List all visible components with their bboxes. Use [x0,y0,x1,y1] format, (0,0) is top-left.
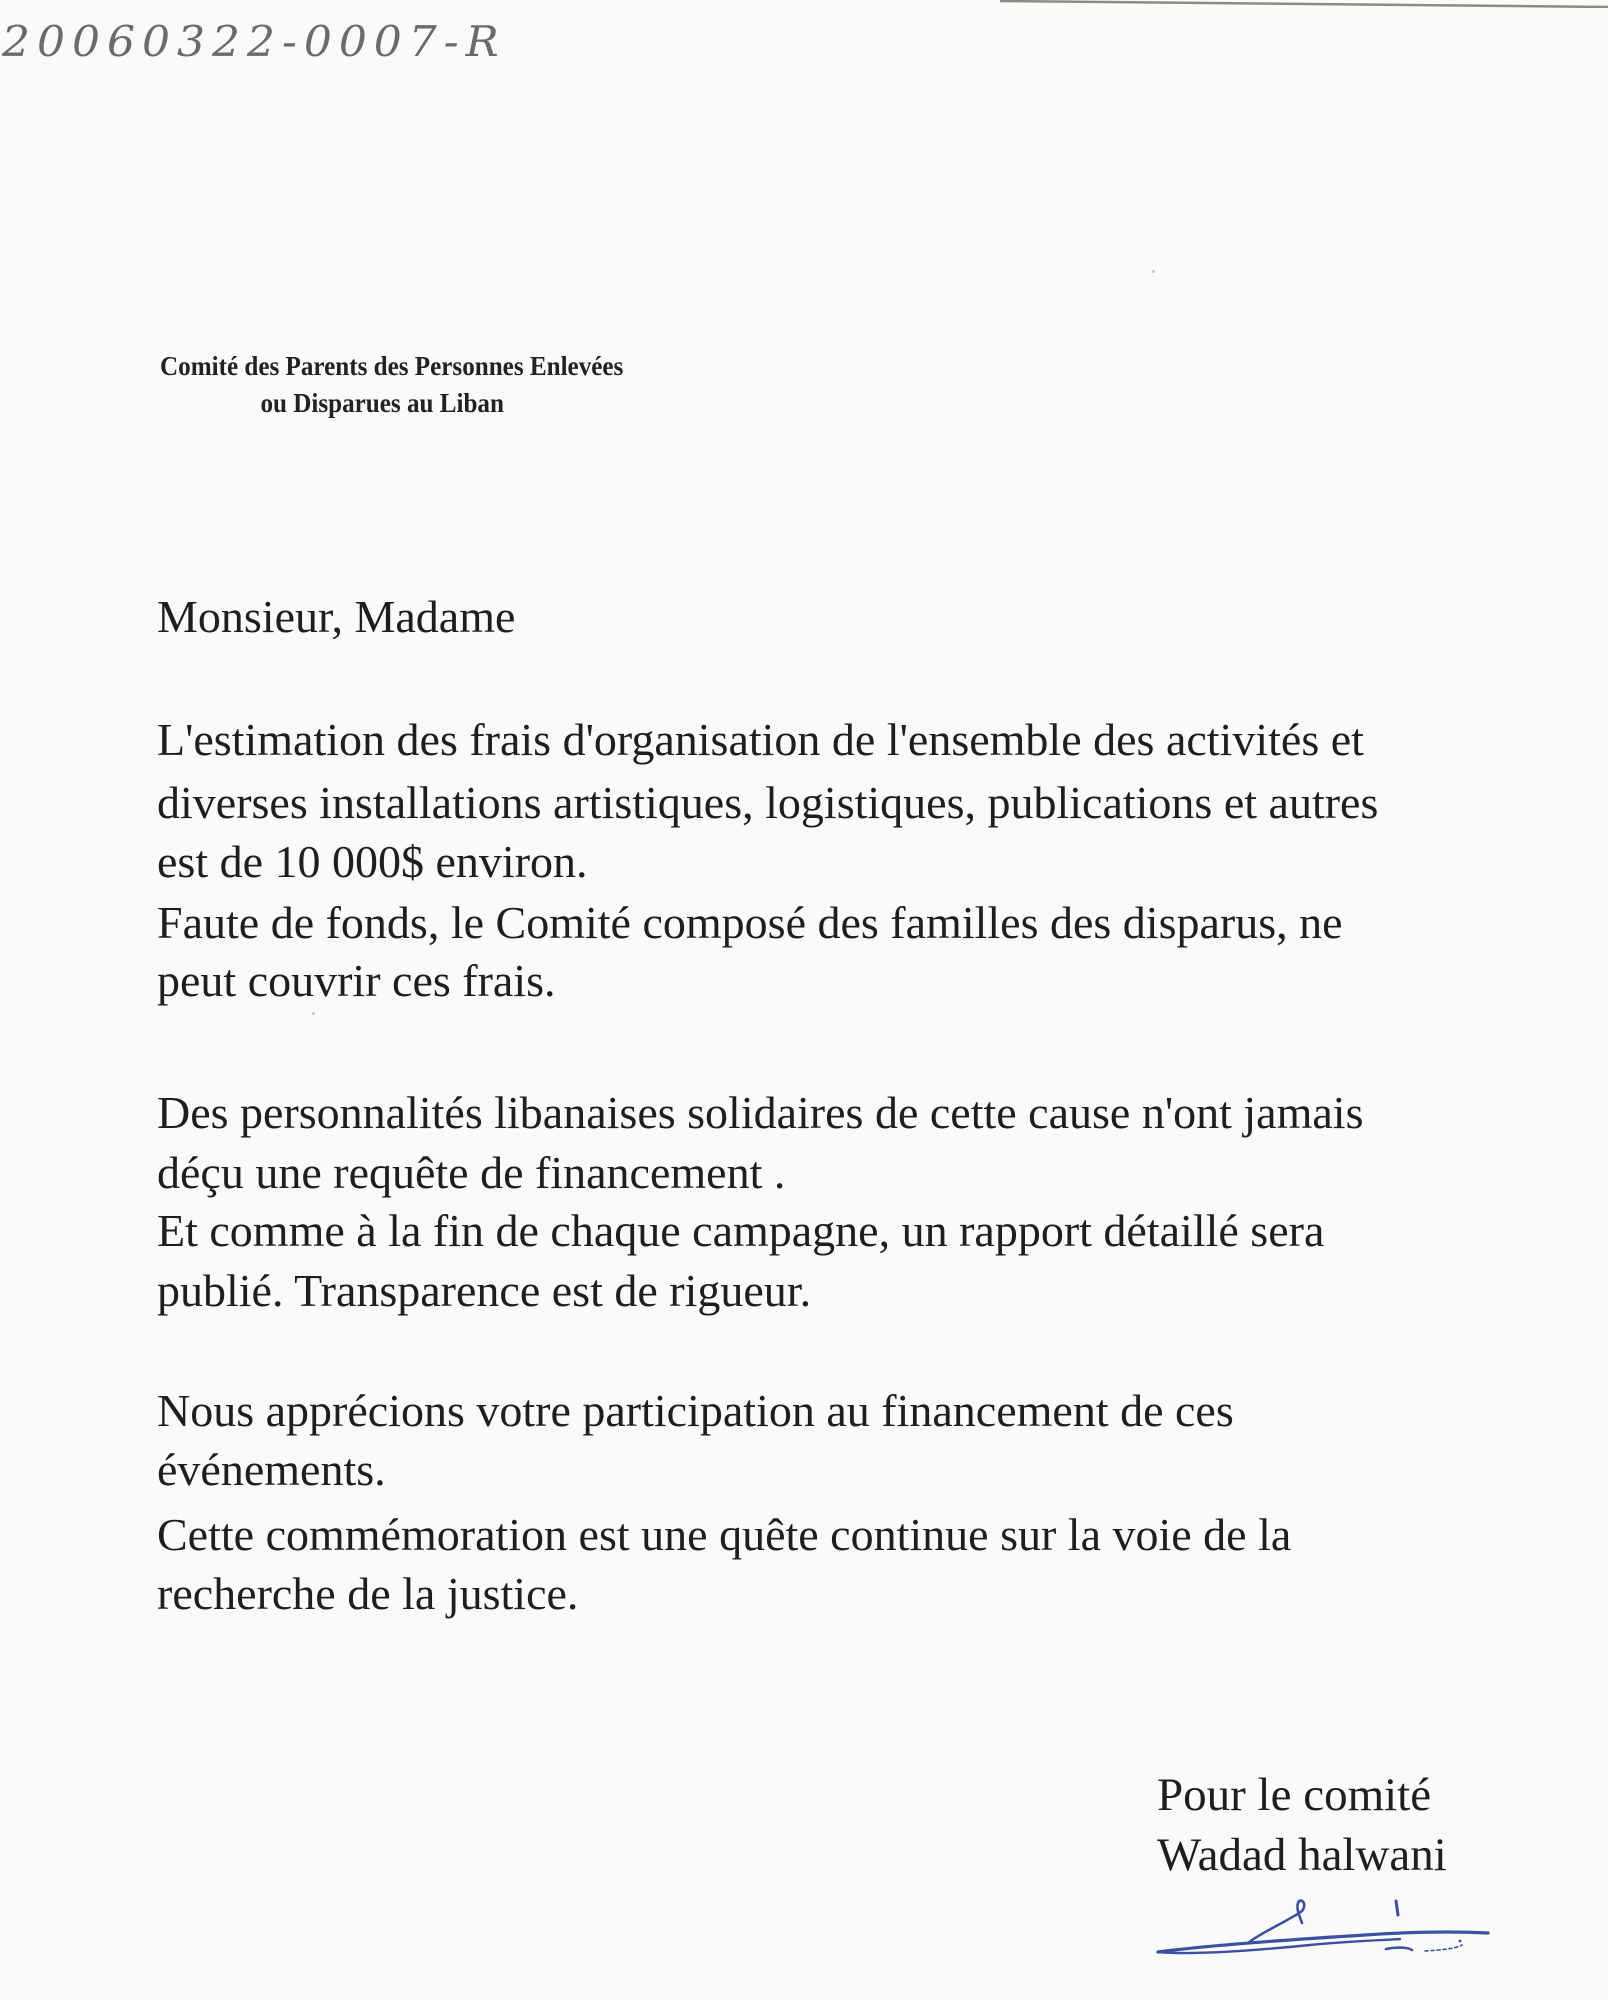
paper-speck [1152,270,1155,273]
body-line: déçu une requête de financement . [157,1147,786,1198]
body-line: L'estimation des frais d'organisation de l'ensemble des activités et [157,714,1364,765]
body-line: Des personnalités libanaises solidaires de cette cause n'ont jamais [157,1087,1364,1138]
body-line: diverses installations artistiques, logistiques, publications et autres [157,777,1379,828]
body-line: Nous apprécions votre participation au financement de ces [157,1385,1234,1436]
body-line: Faute de fonds, le Comité composé des familles des disparus, ne [157,897,1343,948]
letterhead-line-2: ou Disparues au Liban [260,388,504,418]
body-line: est de 10 000$ environ. [157,836,588,887]
body-line: Cette commémoration est une quête continue sur la voie de la [157,1509,1292,1560]
body-line: publié. Transparence est de rigueur. [157,1265,812,1316]
body-line: recherche de la justice. [157,1568,579,1619]
paper-speck [312,1012,315,1015]
letterhead [160,348,623,422]
signature-icon [1150,1895,1490,1965]
body-line: événements. [157,1444,386,1495]
closing-line-1: Pour le comité [1157,1769,1432,1821]
salutation: Monsieur, Madame [157,591,516,642]
body-line: peut couvrir ces frais. [157,955,556,1006]
letterhead-line-1: Comité des Parents des Personnes Enlevées [160,351,624,381]
signatory-name: Wadad halwani [1157,1829,1447,1881]
body-line: Et comme à la fin de chaque campagne, un rapport détaillé sera [157,1205,1325,1256]
handwritten-reference-number: 20060322-0007-R [2,18,506,67]
scan-edge-line [1000,0,1608,8]
